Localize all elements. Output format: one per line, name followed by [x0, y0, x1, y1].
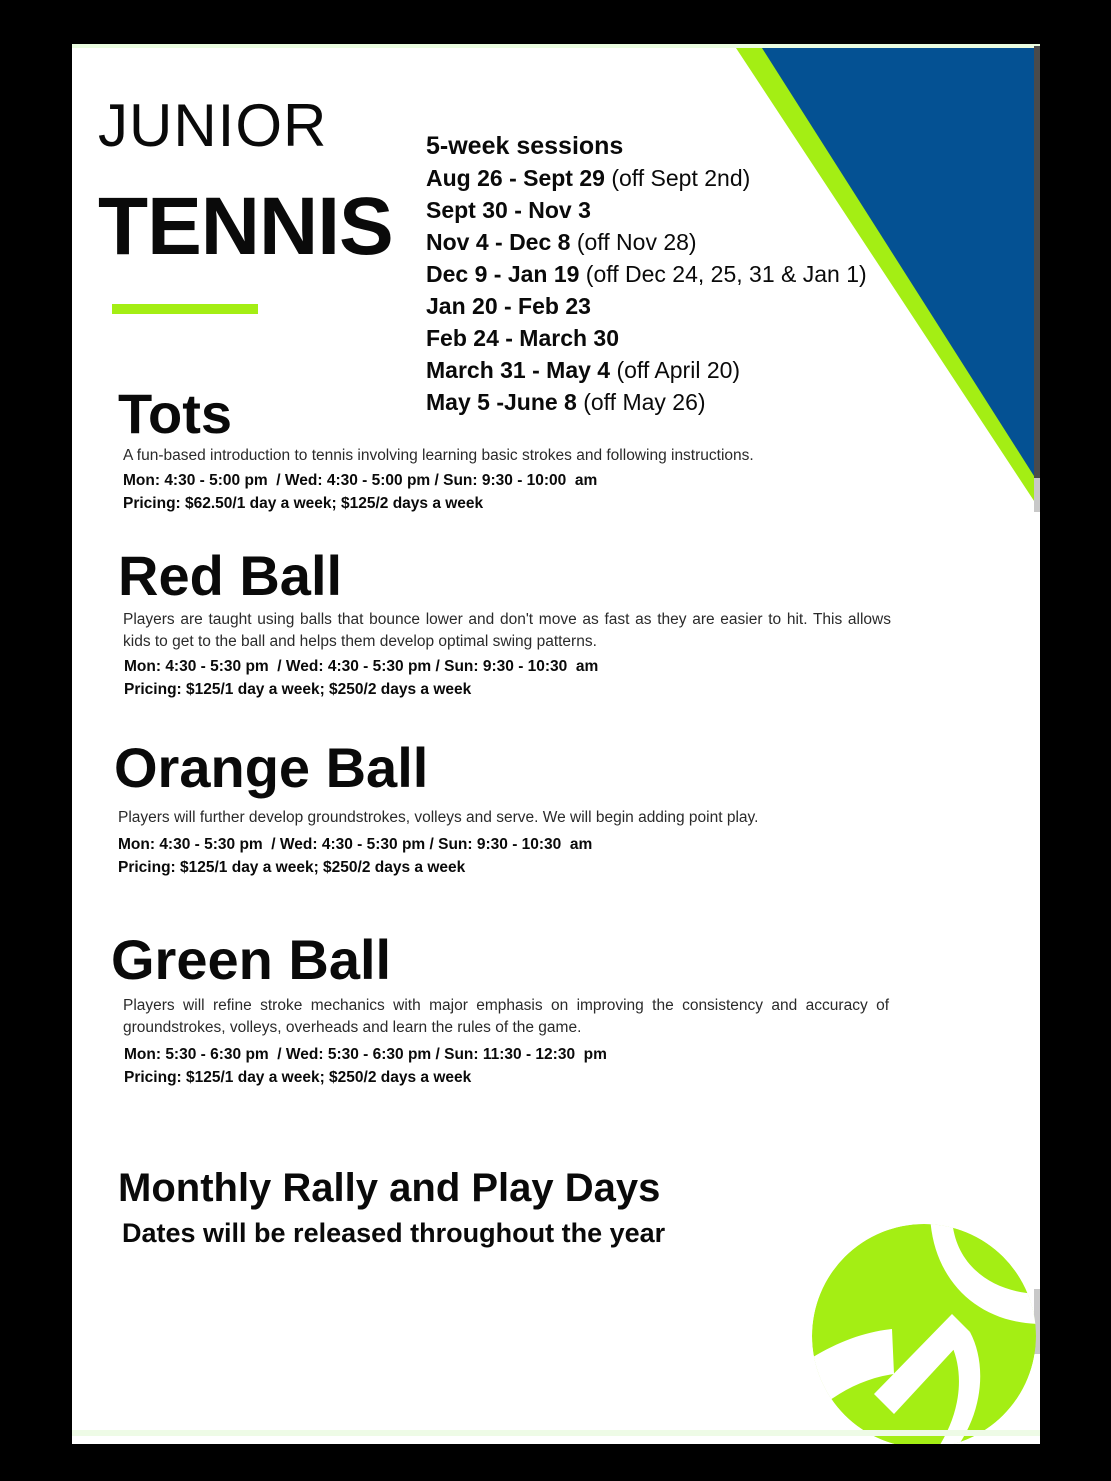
program-title-orange-ball: Orange Ball	[114, 736, 429, 799]
sessions-list	[426, 130, 867, 418]
program-schedule-green-ball: Mon: 5:30 - 6:30 pm / Wed: 5:30 - 6:30 pm / Sun: 11:30 - 12:30 pm	[124, 1046, 607, 1063]
session-item: March 31 - May 4 (off April 20)	[426, 357, 741, 383]
title-junior: JUNIOR	[98, 92, 328, 159]
session-item: Dec 9 - Jan 19 (off Dec 24, 25, 31 & Jan 1)	[426, 261, 867, 287]
program-schedule-orange-ball: Mon: 4:30 - 5:30 pm / Wed: 4:30 - 5:30 pm / Sun: 9:30 - 10:30 am	[118, 836, 593, 853]
program-title-tots: Tots	[118, 382, 233, 445]
flyer-page	[72, 44, 1040, 1444]
program-title-green-ball: Green Ball	[111, 928, 392, 991]
program-description-tots: A fun-based introduction to tennis involving learning basic strokes and following instructions.	[123, 447, 754, 464]
monthly-rally-title: Monthly Rally and Play Days	[118, 1166, 661, 1210]
program-description-orange-ball: Players will further develop groundstrokes, volleys and serve. We will begin adding point play.	[118, 809, 759, 826]
title-underline-bar	[112, 304, 258, 314]
program-pricing-orange-ball: Pricing: $125/1 day a week; $250/2 days a week	[118, 859, 466, 876]
monthly-rally-subtitle: Dates will be released throughout the year	[122, 1218, 666, 1248]
program-title-red-ball: Red Ball	[118, 544, 343, 607]
right-edge-light-bar	[1034, 478, 1040, 512]
session-item: Jan 20 - Feb 23	[426, 293, 591, 319]
program-description-green-ball: Players will refine stroke mechanics with major emphasis on improving the consistency and accuracy of groundstrokes, volleys, overheads and learn the rules of the game.	[123, 997, 889, 1036]
program-description-red-ball: Players are taught using balls that bounce lower and don't move as fast as they are easier to hit. This allows kids to get to the ball and helps them develop optimal swing patterns.	[123, 611, 891, 650]
session-item: Nov 4 - Dec 8 (off Nov 28)	[426, 229, 697, 255]
session-item: May 5 -June 8 (off May 26)	[426, 389, 706, 415]
program-schedule-red-ball: Mon: 4:30 - 5:30 pm / Wed: 4:30 - 5:30 pm / Sun: 9:30 - 10:30 am	[124, 658, 599, 675]
program-pricing-tots: Pricing: $62.50/1 day a week; $125/2 days a week	[123, 495, 484, 512]
tennis-ball-logo-icon	[802, 1214, 1040, 1444]
bottom-edge-strip	[72, 1430, 1040, 1436]
program-schedule-tots: Mon: 4:30 - 5:00 pm / Wed: 4:30 - 5:00 pm / Sun: 9:30 - 10:00 am	[123, 472, 598, 489]
program-pricing-green-ball: Pricing: $125/1 day a week; $250/2 days a week	[124, 1069, 472, 1086]
program-pricing-red-ball: Pricing: $125/1 day a week; $250/2 days a week	[124, 681, 472, 698]
sessions-heading: 5-week sessions	[426, 132, 624, 160]
right-edge-bar	[1034, 46, 1040, 478]
session-item: Aug 26 - Sept 29 (off Sept 2nd)	[426, 165, 751, 191]
title-tennis: TENNIS	[98, 181, 393, 272]
session-item: Sept 30 - Nov 3	[426, 197, 591, 223]
session-item: Feb 24 - March 30	[426, 325, 620, 351]
